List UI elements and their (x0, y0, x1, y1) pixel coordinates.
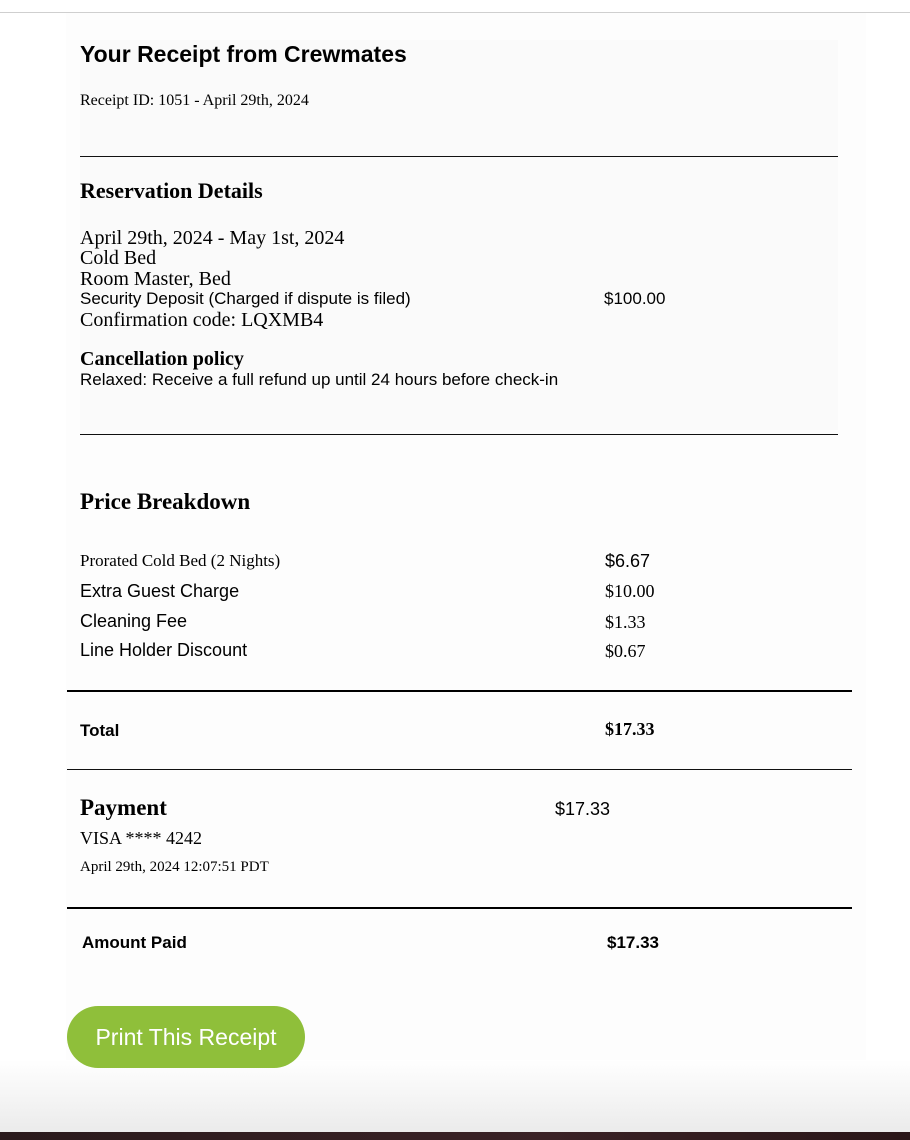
reservation-dates: April 29th, 2024 - May 1st, 2024 (80, 227, 345, 249)
divider (67, 769, 852, 770)
payment-card: VISA **** 4242 (80, 828, 203, 848)
payment-heading: Payment (80, 795, 167, 820)
line-item-amount: $1.33 (605, 612, 646, 632)
line-item-label: Extra Guest Charge (80, 581, 240, 601)
cancellation-policy-heading: Cancellation policy (80, 348, 244, 370)
confirmation-code: Confirmation code: LQXMB4 (80, 309, 324, 331)
line-item-amount: $6.67 (605, 551, 651, 571)
payment-amount: $17.33 (555, 799, 611, 819)
security-deposit-label: Security Deposit (Charged if dispute is filed) (80, 289, 411, 308)
payment-timestamp: April 29th, 2024 12:07:51 PDT (80, 859, 269, 875)
line-item-label: Line Holder Discount (80, 640, 248, 660)
print-receipt-button[interactable]: Print This Receipt (67, 1006, 305, 1068)
listing-name: Cold Bed (80, 247, 157, 269)
cancellation-policy-text: Relaxed: Receive a full refund up until 24 hours before check-in (80, 370, 559, 389)
receipt-id: Receipt ID: 1051 - April 29th, 2024 (80, 92, 309, 109)
bottom-dock-strip (0, 1132, 910, 1140)
bottom-shadow (0, 1060, 910, 1132)
receipt-title: Your Receipt from Crewmates (80, 41, 407, 67)
line-item-amount: $10.00 (605, 581, 655, 601)
room-name: Room Master, Bed (80, 268, 231, 290)
total-label: Total (80, 721, 120, 740)
divider (80, 156, 838, 157)
divider (80, 434, 838, 435)
amount-paid-value: $17.33 (607, 933, 659, 952)
reservation-heading: Reservation Details (80, 178, 263, 203)
divider (67, 907, 852, 909)
total-amount: $17.33 (605, 719, 655, 739)
security-deposit-amount: $100.00 (604, 289, 666, 308)
amount-paid-label: Amount Paid (82, 933, 187, 952)
line-item-label: Cleaning Fee (80, 611, 188, 631)
price-breakdown-heading: Price Breakdown (80, 489, 251, 514)
line-item-label: Prorated Cold Bed (2 Nights) (80, 551, 281, 570)
divider (67, 690, 852, 692)
line-item-amount: $0.67 (605, 641, 646, 661)
